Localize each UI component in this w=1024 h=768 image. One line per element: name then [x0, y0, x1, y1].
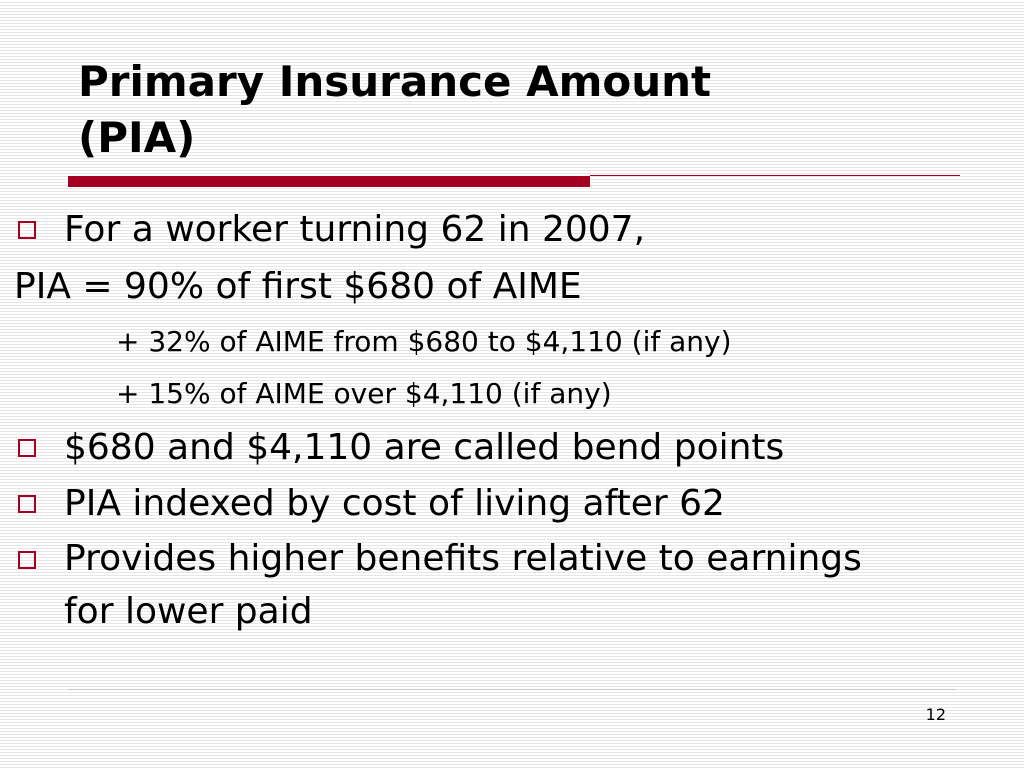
bullet-text-bend-points: $680 and $4,110 are called bend points	[64, 427, 785, 468]
title-underline-thin	[590, 175, 960, 176]
bullet-item-higher-benefits	[14, 532, 1018, 638]
hollow-square-bullet-icon	[18, 551, 36, 569]
pia-formula-tier-15: + 15% of AIME over $4,110 (if any)	[116, 377, 612, 410]
title-underline-thick	[68, 176, 590, 187]
bullet-item-bend-points	[14, 420, 1018, 476]
slide-content	[14, 202, 1018, 638]
pia-formula-line: PIA = 90% of first $680 of AIME	[14, 266, 582, 307]
bullet-text-higher-benefits-line-2: for lower paid	[64, 591, 313, 632]
bullet-text-indexed: PIA indexed by cost of living after 62	[64, 483, 725, 524]
pia-formula-tier-32: + 32% of AIME from $680 to $4,110 (if any)	[116, 325, 732, 358]
bullet-text-worker: For a worker turning 62 in 2007,	[64, 209, 646, 250]
bullet-text-higher-benefits-line-1: Provides higher benefits relative to earnings	[64, 538, 862, 579]
footer-divider	[68, 689, 956, 690]
hollow-square-bullet-icon	[18, 439, 36, 457]
bullet-item-worker	[14, 202, 1018, 258]
hollow-square-bullet-icon	[18, 221, 36, 239]
slide-title	[78, 54, 978, 166]
page-number: 12	[925, 705, 946, 724]
title-line-1: Primary Insurance Amount	[78, 57, 712, 106]
bullet-item-indexed	[14, 476, 1018, 532]
hollow-square-bullet-icon	[18, 495, 36, 513]
title-line-2: (PIA)	[78, 113, 196, 162]
